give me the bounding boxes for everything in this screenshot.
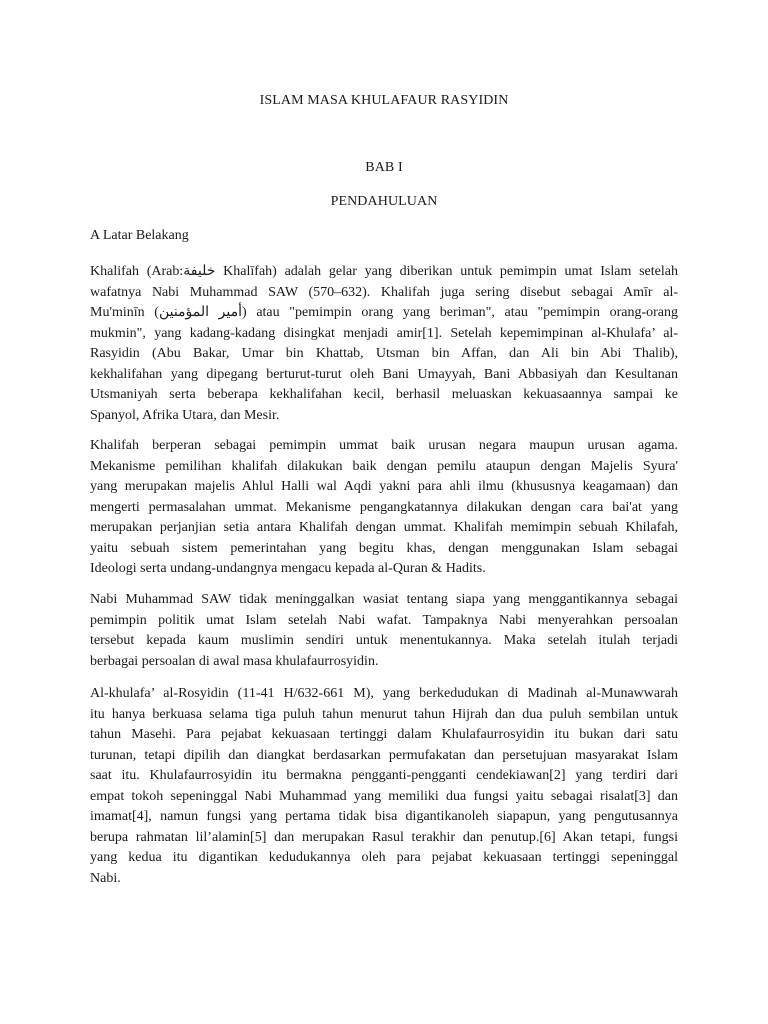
chapter-number: BAB I xyxy=(365,160,403,175)
paragraph-line: empat tokoh sepeninggal Nabi Muhammad yang memiliki dua fungsi yaitu sebagai risalat[3] dan xyxy=(90,788,678,804)
paragraph-line: Spanyol, Afrika Utara, dan Mesir. xyxy=(90,407,280,423)
paragraph-line: tersebut kepada kaum muslimin sendiri untuk menentukannya. Maka setelah itulah terjadi xyxy=(90,633,678,648)
paragraph xyxy=(90,436,678,580)
paragraph-line: yang merupakan majelis Ahlul Halli wal Aqdi yakni para ahli ilmu (khususnya keagamaan) dan xyxy=(90,479,678,494)
paragraph-line: mengerti permasalahan ummat. Mekanisme pengangkatannya dilakukan dengan cara bai'at yang xyxy=(90,499,678,515)
paragraph xyxy=(90,590,678,672)
paragraph-line: Al-khulafa’ al-Rosyidin (11-41 H/632-661 M), yang berkedudukan di Madinah al-Munawwarah xyxy=(90,686,678,701)
paragraph-line: saat itu. Khulafaurrosyidin itu bermakna pengganti-pengganti cendekiawan[2] yang terdiri dari xyxy=(90,768,678,783)
paragraph-line: berupa rahmatan lil’alamin[5] dan merupakan Rasul terakhir dan penutup.[6] Akan tetapi, fungsi xyxy=(90,829,678,845)
paragraph-line: wafatnya Nabi Muhammad SAW (570–632). Khalifah juga sering disebut sebagai Amīr al- xyxy=(90,284,678,300)
section-title: A Latar Belakang xyxy=(90,228,189,243)
paragraph-line: mukmin", yang kadang-kadang disingkat menjadi amir[1]. Setelah kepemimpinan al-Khulafa’ al- xyxy=(90,325,678,341)
document-title: ISLAM MASA KHULAFAUR RASYIDIN xyxy=(259,93,509,108)
paragraph-line: merupakan perjanjian setia antara Khalifah dengan ummat. Khalifah memimpin sebuah Khilafah, xyxy=(90,520,678,535)
document-page xyxy=(90,0,678,1024)
paragraph xyxy=(90,262,678,426)
paragraph-line: Utsmaniyah serta beberapa kekhalifahan kecil, berhasil meluaskan kekuasaannya sampai ke xyxy=(90,387,678,402)
chapter-title: PENDAHULUAN xyxy=(330,194,438,209)
paragraph-line: Nabi. xyxy=(90,870,121,886)
paragraph-line: kekhalifahan yang dipegang berturut-turut oleh Bani Umayyah, Bani Abbasiyah dan Kesultanan xyxy=(90,366,678,382)
paragraph-line: yaitu sebuah sistem pemerintahan yang begitu khas, dengan menggunakan Islam sebagai xyxy=(90,540,678,556)
paragraph-line: Khalifah (Arab:خليفة Khalīfah) adalah gelar yang diberikan untuk pemimpin umat Islam setelah xyxy=(90,264,678,279)
paragraph-line: imamat[4], namun fungsi yang pertama tidak bisa digantikanoleh siapapun, yang pengutusannya xyxy=(90,809,678,824)
paragraph-line: Khalifah berperan sebagai pemimpin ummat baik urusan negara maupun urusan agama. xyxy=(90,438,678,453)
paragraph-line: berbagai persoalan di awal masa khulafaurrosyidin. xyxy=(90,653,379,669)
paragraph-line: yang kedua itu digantikan kedudukannya oleh para pejabat kekuasaan tertinggi sepeninggal xyxy=(90,850,678,865)
paragraph-line: Mekanisme pemilihan khalifah dilakukan baik dengan pemilu ataupun dengan Majelis Syura' xyxy=(90,458,678,474)
paragraph-line: tahun Masehi. Para pejabat kekuasaan tertinggi dalam Khulafaurrosyidin itu bukan dari satu xyxy=(90,727,678,742)
paragraph-line: Mu'minīn (أمير المؤمنين) atau "pemimpin orang yang beriman", atau "pemimpin orang-orang xyxy=(90,305,679,320)
paragraph-line: Ideologi serta undang-undangnya mengacu kepada al-Quran & Hadits. xyxy=(90,561,486,576)
paragraph-line: turunan, tetapi dipilih dan diangkat berdasarkan permufakatan dan persetujuan masyarakat Islam xyxy=(90,747,678,763)
paragraph-line: pemimpin politik umat Islam setelah Nabi wafat. Tampaknya Nabi menyerahkan persoalan xyxy=(90,612,678,628)
paragraph-line: Nabi Muhammad SAW tidak meninggalkan wasiat tentang siapa yang menggantikannya sebagai xyxy=(90,592,678,607)
paragraph-line: itu hanya berkuasa selama tiga puluh tahun menurut tahun Hijrah dan dua puluh sembilan untuk xyxy=(90,706,678,722)
paragraph-line: Rasyidin (Abu Bakar, Umar bin Khattab, Utsman bin Affan, dan Ali bin Abi Thalib), xyxy=(90,346,678,361)
paragraph xyxy=(90,684,678,889)
